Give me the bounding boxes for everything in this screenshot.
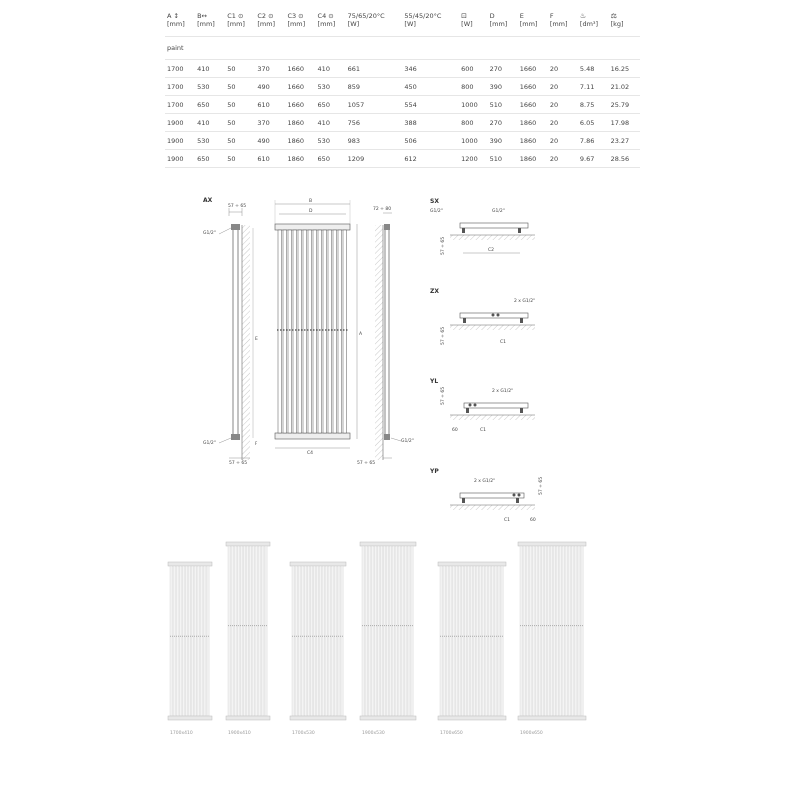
col-c2: C2 ⊙ [mm] — [255, 3, 285, 37]
table-cell: 346 — [402, 60, 459, 78]
table-cell: 612 — [402, 150, 459, 168]
table-cell: 1700 — [165, 96, 195, 114]
table-cell: 983 — [346, 132, 403, 150]
ax-side-radiator — [233, 228, 238, 438]
table-cell: 270 — [488, 114, 518, 132]
sx-g-left: G1/2" — [430, 209, 443, 214]
zx-g: 2 x G1/2" — [514, 299, 536, 304]
col-output-55: 55/45/20°C [W] — [402, 3, 459, 37]
table-cell: 20 — [548, 132, 578, 150]
table-cell: 1900 — [165, 150, 195, 168]
table-cell: 1660 — [518, 60, 548, 78]
table-cell: 650 — [316, 96, 346, 114]
table-cell: 390 — [488, 78, 518, 96]
table-cell: 530 — [316, 78, 346, 96]
table-cell: 510 — [488, 96, 518, 114]
col-f: F [mm] — [548, 3, 578, 37]
yl-sixty: 60 — [452, 428, 458, 433]
table-cell: 1860 — [518, 114, 548, 132]
table-cell: 1900 — [165, 132, 195, 150]
table-cell: 610 — [255, 96, 285, 114]
water-volume-icon: ♨ — [579, 11, 587, 20]
table-cell: 390 — [488, 132, 518, 150]
product-caption: 1900x530 — [362, 731, 385, 736]
sx-connection-drawing — [430, 195, 540, 265]
col-output-75: 75/65/20°C [W] — [346, 3, 403, 37]
table-cell: 661 — [346, 60, 403, 78]
table-cell: 1700 — [165, 78, 195, 96]
product-caption: 1700x530 — [292, 731, 315, 736]
table-cell: 859 — [346, 78, 403, 96]
sx-c2: C2 — [488, 248, 495, 253]
table-cell: 8.75 — [578, 96, 609, 114]
table-cell: 800 — [459, 78, 487, 96]
weight-icon: ⚖ — [610, 11, 617, 20]
table-row — [165, 60, 640, 78]
table-cell: 490 — [255, 78, 285, 96]
ax-g-right: G1/2" — [401, 439, 414, 444]
table-cell: 450 — [402, 78, 459, 96]
zx-connection-drawing — [430, 285, 540, 350]
table-cell: 20 — [548, 60, 578, 78]
table-cell: 1900 — [165, 114, 195, 132]
table-cell: 1200 — [459, 150, 487, 168]
col-electric: ⊡ [W] — [459, 3, 487, 37]
table-body — [165, 37, 640, 168]
table-cell: 530 — [195, 78, 225, 96]
sx-dim: 57 ÷ 65 — [441, 236, 446, 255]
table-cell: 410 — [195, 114, 225, 132]
table-cell: 1660 — [285, 60, 315, 78]
table-row — [165, 150, 640, 168]
table-cell: 650 — [195, 96, 225, 114]
ax-front-radiator — [275, 224, 350, 439]
table-cell: 530 — [195, 132, 225, 150]
table-cell: 370 — [255, 114, 285, 132]
table-header-row — [165, 3, 640, 37]
ax-g-bottom: G1/2" — [203, 441, 216, 446]
col-weight: ⚖ [kg] — [609, 3, 640, 37]
table-cell: 50 — [225, 132, 255, 150]
ax-technical-drawing — [195, 190, 430, 470]
col-c1: C1 ⊙ [mm] — [225, 3, 255, 37]
spec-table — [165, 3, 640, 168]
yl-connection-drawing — [430, 375, 540, 440]
ax-g-top: G1/2" — [203, 231, 216, 236]
table-row — [165, 114, 640, 132]
table-cell: 1209 — [346, 150, 403, 168]
table-cell: 650 — [195, 150, 225, 168]
table-cell: 510 — [488, 150, 518, 168]
table-cell: 370 — [255, 60, 285, 78]
product-radiator-1900x530 — [360, 542, 416, 736]
table-cell: 50 — [225, 96, 255, 114]
product-caption: 1900x410 — [228, 731, 251, 736]
table-cell: 23.27 — [609, 132, 640, 150]
table-cell: 554 — [402, 96, 459, 114]
yl-label: YL — [430, 378, 439, 385]
table-row — [165, 132, 640, 150]
table-cell: 600 — [459, 60, 487, 78]
product-caption: 1700x410 — [170, 731, 193, 736]
table-cell: 7.86 — [578, 132, 609, 150]
ax-dim-bottom: 57 ÷ 65 — [229, 461, 248, 466]
table-cell: 50 — [225, 150, 255, 168]
ax-dim-top: 57 ÷ 65 — [228, 204, 247, 209]
table-cell: 20 — [548, 114, 578, 132]
ax-dim-f: F — [255, 441, 258, 446]
table-row — [165, 96, 640, 114]
zx-c1: C1 — [500, 340, 507, 345]
ax-dim-right: 57 ÷ 65 — [357, 461, 376, 466]
col-c4: C4 ⊙ [mm] — [316, 3, 346, 37]
product-radiator-1700x410 — [168, 562, 212, 736]
table-cell: 16.25 — [609, 60, 640, 78]
table-cell: 6.05 — [578, 114, 609, 132]
paint-label: paint — [165, 37, 640, 60]
col-b: B↔ [mm] — [195, 3, 225, 37]
yl-g: 2 x G1/2" — [492, 389, 514, 394]
table-cell: 21.02 — [609, 78, 640, 96]
ax-left-wall — [242, 225, 250, 460]
yp-c1: C1 — [504, 518, 511, 523]
ax-dim-e: E — [255, 337, 258, 342]
ax-right-side-radiator — [385, 228, 389, 438]
product-renders — [0, 530, 800, 740]
product-caption: 1700x650 — [440, 731, 463, 736]
table-cell: 1000 — [459, 96, 487, 114]
table-cell: 650 — [316, 150, 346, 168]
table-cell: 7.11 — [578, 78, 609, 96]
sx-label: SX — [430, 198, 439, 205]
product-radiator-1900x410 — [226, 542, 270, 736]
table-cell: 28.56 — [609, 150, 640, 168]
table-cell: 506 — [402, 132, 459, 150]
table-cell: 1860 — [285, 150, 315, 168]
table-cell: 5.48 — [578, 60, 609, 78]
table-cell: 20 — [548, 150, 578, 168]
table-cell: 756 — [346, 114, 403, 132]
paint-row — [165, 37, 640, 60]
yp-sixty: 60 — [530, 518, 536, 523]
table-cell: 410 — [316, 60, 346, 78]
ax-dim-72-80: 72 ÷ 80 — [373, 207, 392, 212]
ax-right-wall — [375, 225, 383, 460]
table-cell: 270 — [488, 60, 518, 78]
table-cell: 1660 — [518, 96, 548, 114]
table-cell: 1860 — [518, 132, 548, 150]
col-volume: ♨ [dm³] — [578, 3, 609, 37]
table-cell: 800 — [459, 114, 487, 132]
table-cell: 490 — [255, 132, 285, 150]
table-cell: 1660 — [518, 78, 548, 96]
yl-c1: C1 — [480, 428, 487, 433]
table-cell: 410 — [195, 60, 225, 78]
yp-g: 2 x G1/2" — [474, 479, 496, 484]
zx-label: ZX — [430, 288, 439, 295]
yp-label: YP — [430, 468, 439, 475]
table-cell: 50 — [225, 60, 255, 78]
product-caption: 1900x650 — [520, 731, 543, 736]
zx-dim: 57 ÷ 65 — [441, 326, 446, 345]
heater-element-icon: ⊡ — [461, 11, 468, 20]
table-cell: 530 — [316, 132, 346, 150]
ax-dim-b: B — [309, 199, 313, 204]
table-cell: 1000 — [459, 132, 487, 150]
product-radiator-1700x530 — [290, 562, 346, 736]
col-a: A ↕ [mm] — [165, 3, 195, 37]
ax-dim-d: D — [309, 209, 313, 214]
table-cell: 17.98 — [609, 114, 640, 132]
ax-dim-c4: C4 — [307, 451, 314, 456]
col-e: E [mm] — [518, 3, 548, 37]
table-cell: 25.79 — [609, 96, 640, 114]
sx-g-right: G1/2" — [492, 209, 505, 214]
table-cell: 1860 — [518, 150, 548, 168]
yl-dim: 57 ÷ 65 — [441, 386, 446, 405]
table-cell: 410 — [316, 114, 346, 132]
table-cell: 50 — [225, 114, 255, 132]
table-cell: 1660 — [285, 96, 315, 114]
product-radiator-1700x650 — [438, 562, 506, 736]
table-cell: 1860 — [285, 114, 315, 132]
table-cell: 9.67 — [578, 150, 609, 168]
table-cell: 20 — [548, 96, 578, 114]
ax-dim-a: A — [359, 332, 363, 337]
col-c3: C3 ⊙ [mm] — [285, 3, 315, 37]
ax-label: AX — [203, 197, 213, 204]
table-cell: 1660 — [285, 78, 315, 96]
yp-connection-drawing — [430, 465, 550, 530]
table-cell: 1700 — [165, 60, 195, 78]
table-cell: 1860 — [285, 132, 315, 150]
table-row — [165, 78, 640, 96]
table-cell: 50 — [225, 78, 255, 96]
table-cell: 610 — [255, 150, 285, 168]
table-cell: 20 — [548, 78, 578, 96]
table-cell: 388 — [402, 114, 459, 132]
col-d: D [mm] — [488, 3, 518, 37]
product-radiator-1900x650 — [518, 542, 586, 736]
table-cell: 1057 — [346, 96, 403, 114]
yp-dim: 57 ÷ 65 — [539, 476, 544, 495]
